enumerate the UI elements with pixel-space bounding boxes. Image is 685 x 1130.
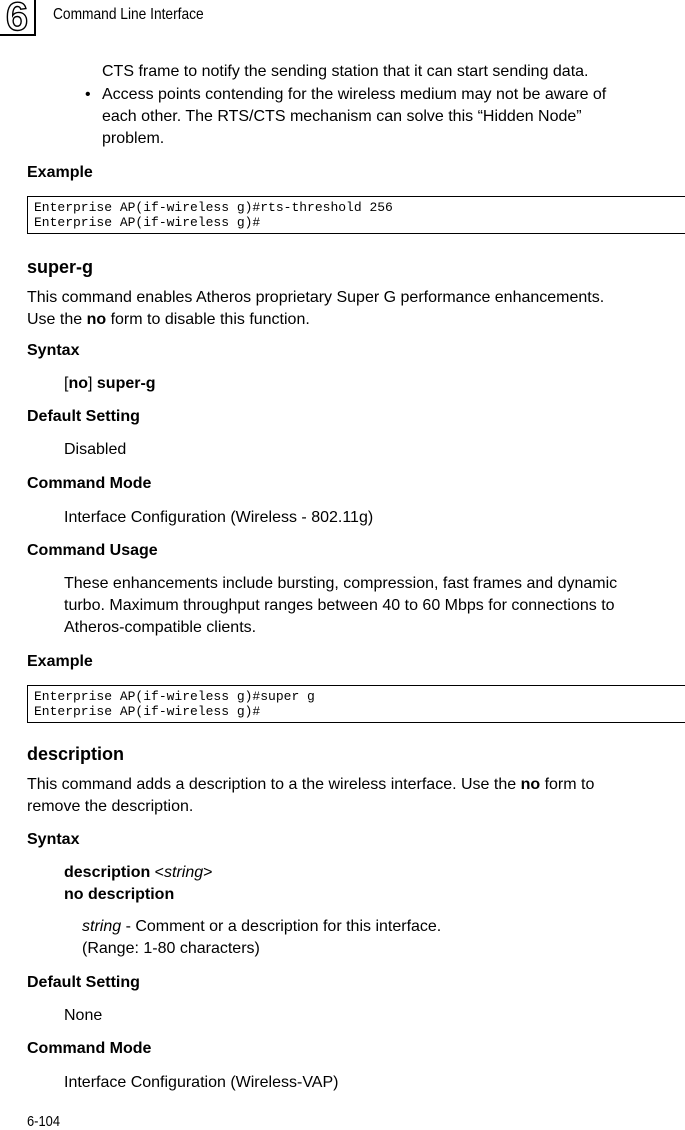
command-keyword: super-g xyxy=(96,375,156,392)
param-text: - Comment or a description for this interface. xyxy=(121,918,442,935)
syntax-heading: Syntax xyxy=(27,831,80,848)
code-line: Enterprise AP(if-wireless g)#super g xyxy=(34,689,315,704)
usage-line: Atheros-compatible clients. xyxy=(64,619,257,636)
command-mode-value: Interface Configuration (Wireless-VAP) xyxy=(64,1074,339,1091)
command-title-description: description xyxy=(27,744,125,764)
command-keyword: no description xyxy=(64,886,175,903)
desc-text: form to xyxy=(540,776,595,793)
angle-close: > xyxy=(203,864,213,881)
desc-line: remove the description. xyxy=(27,798,194,815)
usage-line: turbo. Maximum throughput ranges between 40 to 60 Mbps for connections to xyxy=(64,597,615,614)
code-line: Enterprise AP(if-wireless g)#rts-threshold 256 xyxy=(34,200,393,215)
desc-line xyxy=(27,774,594,796)
argument: string xyxy=(164,864,204,881)
description-desc xyxy=(27,774,594,818)
default-setting-heading: Default Setting xyxy=(27,974,140,991)
parameter-description xyxy=(82,916,441,960)
bracket: ] xyxy=(88,375,93,392)
syntax-heading: Syntax xyxy=(27,342,80,359)
chapter-number: 6 xyxy=(0,0,36,36)
desc-text: form to disable this function. xyxy=(106,311,310,328)
syntax-line xyxy=(64,862,213,884)
example-heading: Example xyxy=(27,653,93,670)
default-setting-value: Disabled xyxy=(64,441,127,458)
param-range: (Range: 1-80 characters) xyxy=(82,940,260,957)
desc-line: This command enables Atheros proprietary Super G performance enhancements. xyxy=(27,289,605,306)
desc-line xyxy=(27,309,604,331)
command-usage-heading: Command Usage xyxy=(27,542,158,559)
bullet-glyph: • xyxy=(85,86,91,103)
param-name: string xyxy=(82,918,122,935)
keyword-no: no xyxy=(86,311,107,328)
desc-text: This command adds a description to a the wireless interface. Use the xyxy=(27,776,521,793)
code-example-rts xyxy=(27,196,685,234)
bullet-line: problem. xyxy=(102,130,165,147)
keyword-no: no xyxy=(520,776,541,793)
intro-continued-text: CTS frame to notify the sending station that it can start sending data. xyxy=(102,63,589,80)
param-line xyxy=(82,916,441,938)
super-g-description xyxy=(27,287,604,331)
syntax-line-no xyxy=(64,884,174,906)
bullet-line: Access points contending for the wireless medium may not be aware of xyxy=(102,86,607,103)
bullet-text xyxy=(102,84,606,150)
bracket: [ xyxy=(64,375,69,392)
command-mode-value: Interface Configuration (Wireless - 802.11g) xyxy=(64,509,374,526)
desc-text: Use the xyxy=(27,311,87,328)
command-mode-heading: Command Mode xyxy=(27,475,152,492)
keyword-no: no xyxy=(68,375,88,392)
default-setting-value: None xyxy=(64,1007,103,1024)
angle-open: < xyxy=(150,864,165,881)
running-header-title: Command Line Interface xyxy=(53,6,204,23)
code-example-super-g xyxy=(27,685,685,723)
code-line: Enterprise AP(if-wireless g)# xyxy=(34,704,261,719)
command-mode-heading: Command Mode xyxy=(27,1040,152,1057)
code-line: Enterprise AP(if-wireless g)# xyxy=(34,215,261,230)
example-heading: Example xyxy=(27,164,93,181)
command-title-super-g: super-g xyxy=(27,257,94,277)
bullet-line: each other. The RTS/CTS mechanism can solve this “Hidden Node” xyxy=(102,108,582,125)
page-number: 6-104 xyxy=(27,1113,61,1130)
usage-line: These enhancements include bursting, compression, fast frames and dynamic xyxy=(64,575,618,592)
command-keyword: description xyxy=(64,864,151,881)
command-usage-text xyxy=(64,573,617,639)
default-setting-heading: Default Setting xyxy=(27,408,140,425)
syntax-line xyxy=(64,373,156,395)
